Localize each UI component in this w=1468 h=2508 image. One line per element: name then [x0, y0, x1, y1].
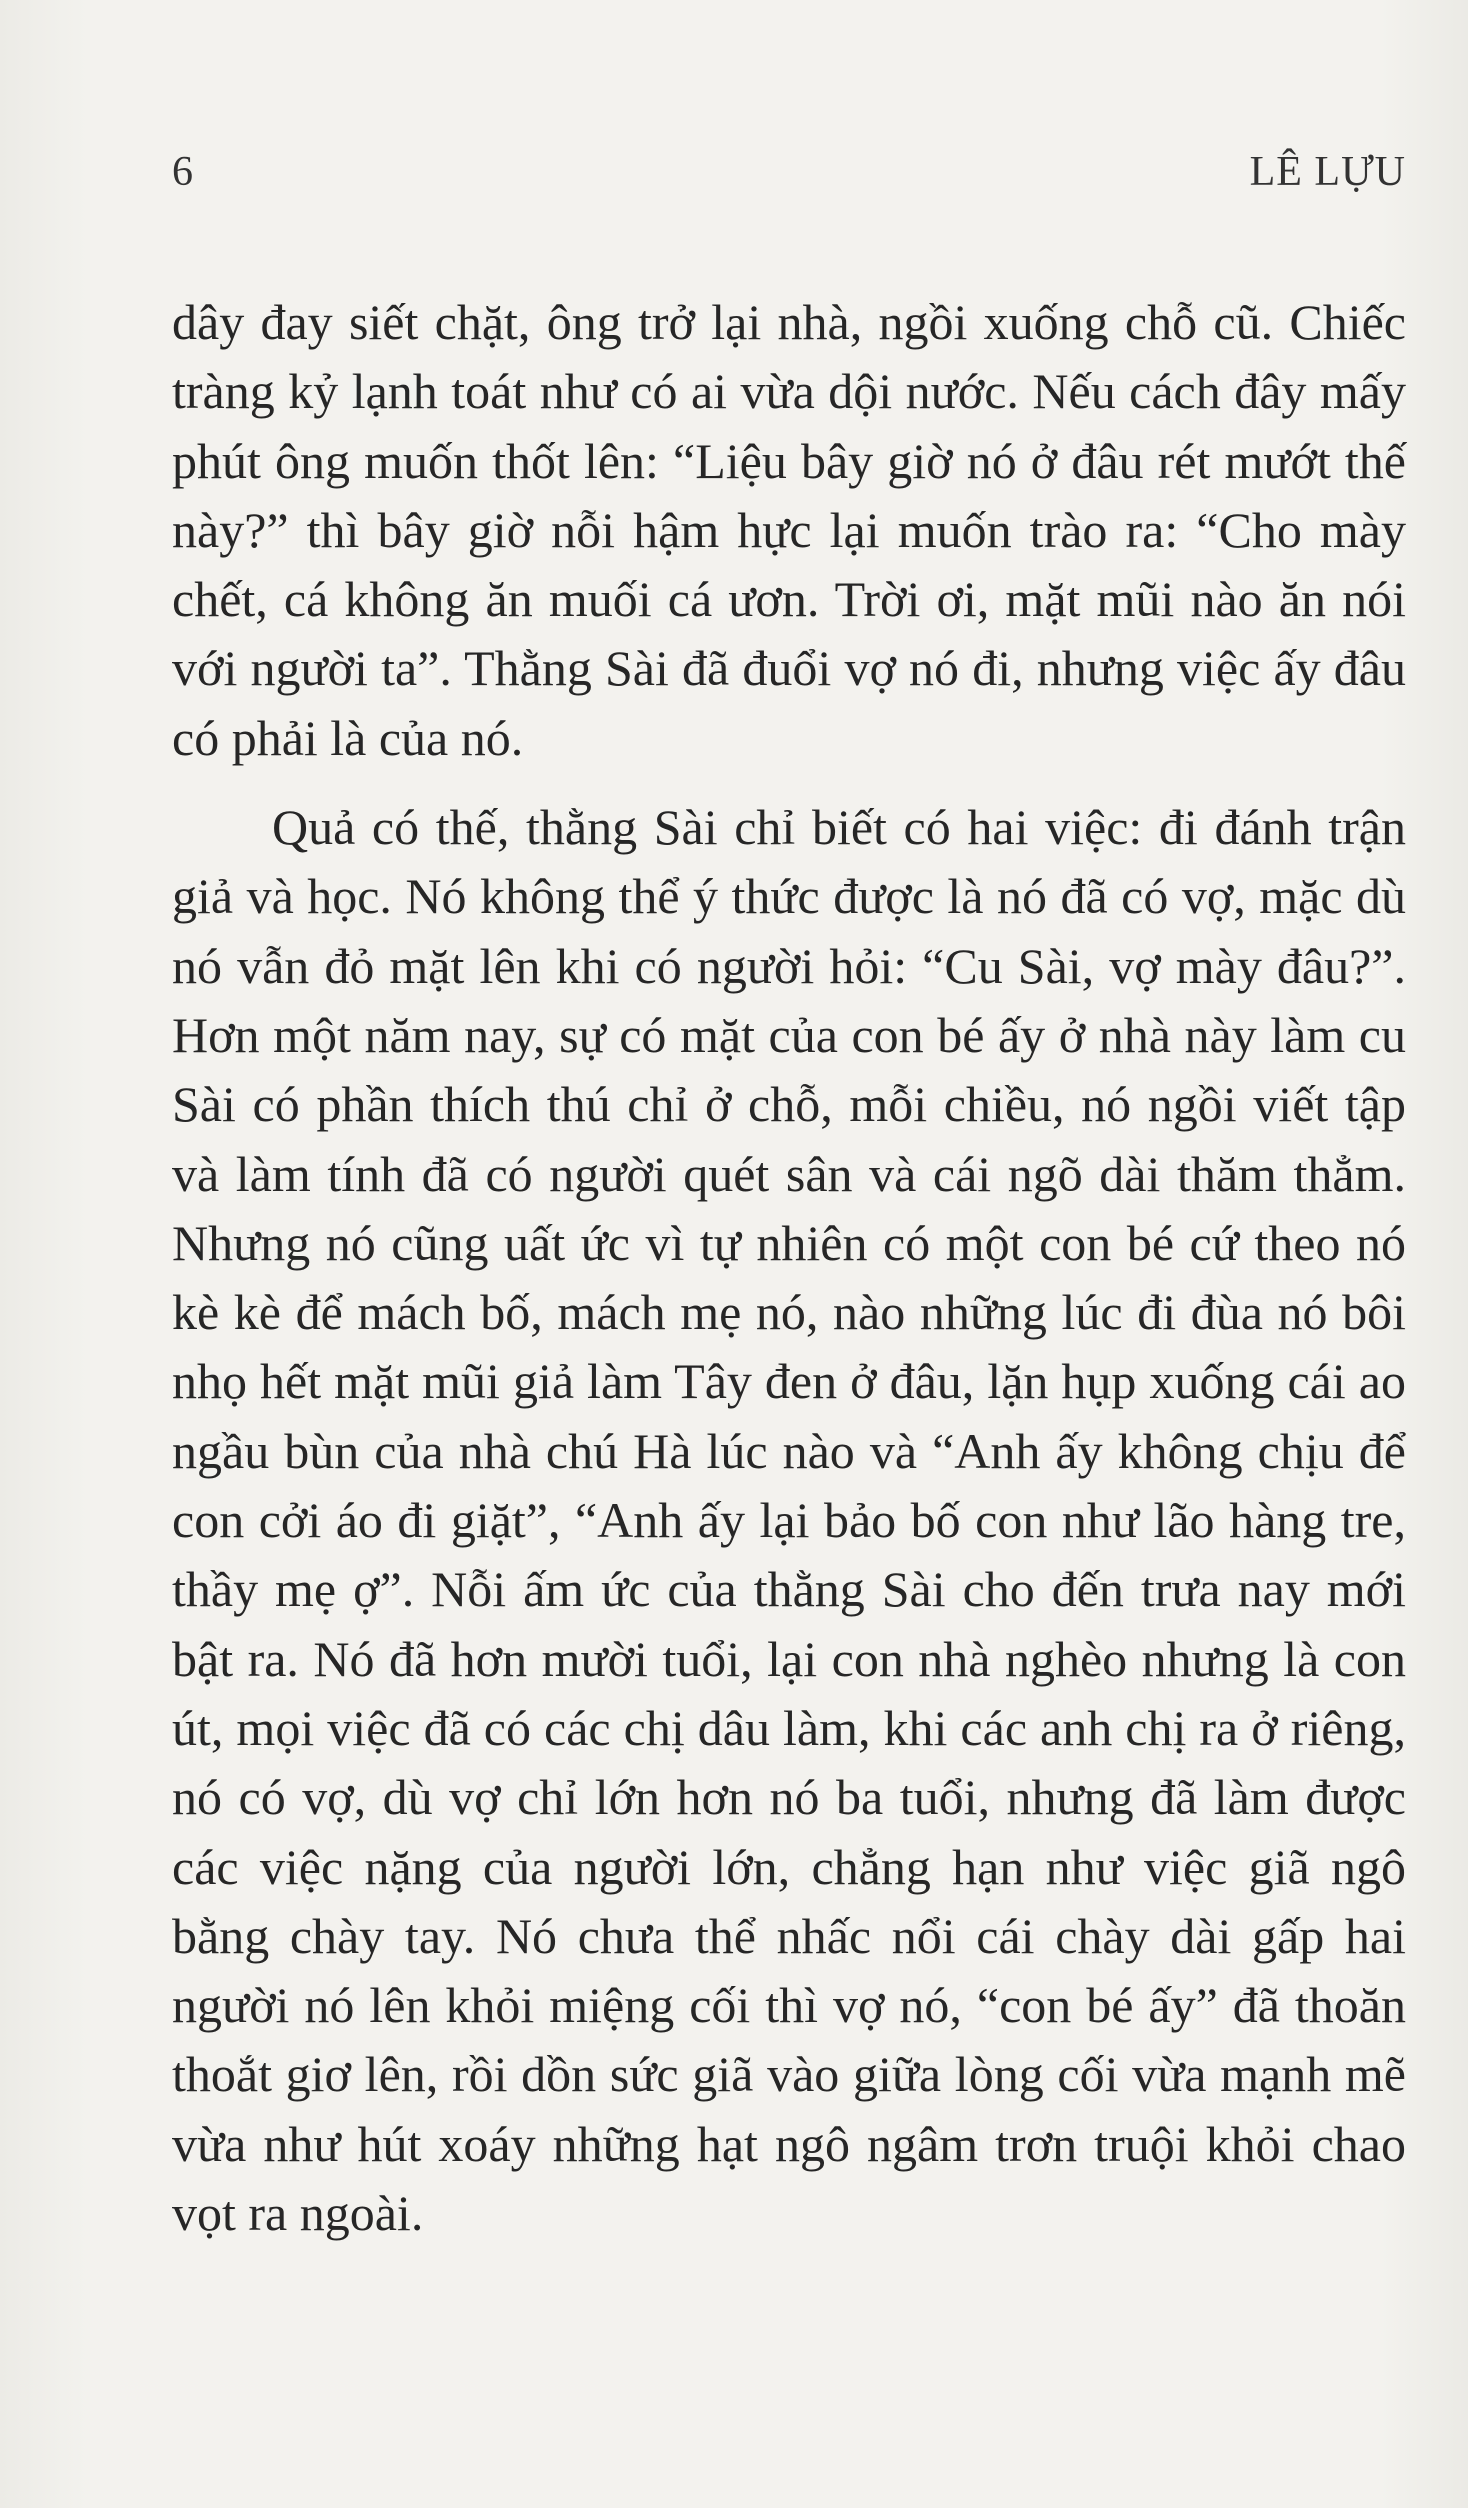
body-text [172, 288, 1406, 2248]
running-head-author: LÊ LỰU [1249, 149, 1406, 195]
paragraph-continued: dây đay siết chặt, ông trở lại nhà, ngồi xuống chỗ cũ. Chiếc tràng kỷ lạnh toát như có ai vừa dội nước. Nếu cách đây mấy phút ông muốn thốt lên: “Liệu bây giờ nó ở đâu rét mướt thế này?” thì bây giờ nỗi hậm hực lại muốn trào ra: “Cho mày chết, cá không ăn muối cá ươn. Trời ơi, mặt mũi nào ăn nói với người ta”. Thằng Sài đã đuổi vợ nó đi, nhưng việc ấy đâu có phải là của nó. [172, 294, 1406, 766]
paragraph: Quả có thế, thằng Sài chỉ biết có hai việc: đi đánh trận giả và học. Nó không thể ý thức được là nó đã có vợ, mặc dù nó vẫn đỏ mặt lên khi có người hỏi: “Cu Sài, vợ mày đâu?”. Hơn một năm nay, sự có mặt của con bé ấy ở nhà này làm cu Sài có phần thích thú chỉ ở chỗ, mỗi chiều, nó ngồi viết tập và làm tính đã có người quét sân và cái ngõ dài thăm thẳm. Nhưng nó cũng uất ức vì tự nhiên có một con bé cứ theo nó kè kè để mách bố, mách mẹ nó, nào những lúc đi đùa nó bôi nhọ hết mặt mũi giả làm Tây đen ở đâu, lặn hụp xuống cái ao ngầu bùn của nhà chú Hà lúc nào và “Anh ấy không chịu để con cởi áo đi giặt”, “Anh ấy lại bảo bố con như lão hàng tre, thầy mẹ ợ”. Nỗi ấm ức của thằng Sài cho đến trưa nay mới bật ra. Nó đã hơn mười tuổi, lại con nhà nghèo nhưng là con út, mọi việc đã có các chị dâu làm, khi các anh chị ra ở riêng, nó có vợ, dù vợ chỉ lớn hơn nó ba tuổi, nhưng đã làm được các việc nặng của người lớn, chẳng hạn như việc giã ngô bằng chày tay. Nó chưa thể nhấc nổi cái chày dài gấp hai người nó lên khỏi miệng cối thì vợ nó, “con bé ấy” đã thoăn thoắt giơ lên, rồi dồn sức giã vào giữa lòng cối vừa mạnh mẽ vừa như hút xoáy những hạt ngô ngâm trơn truội khỏi chao vọt ra ngoài. [172, 799, 1406, 2242]
page-number: 6 [172, 149, 193, 195]
running-head [172, 148, 1406, 208]
